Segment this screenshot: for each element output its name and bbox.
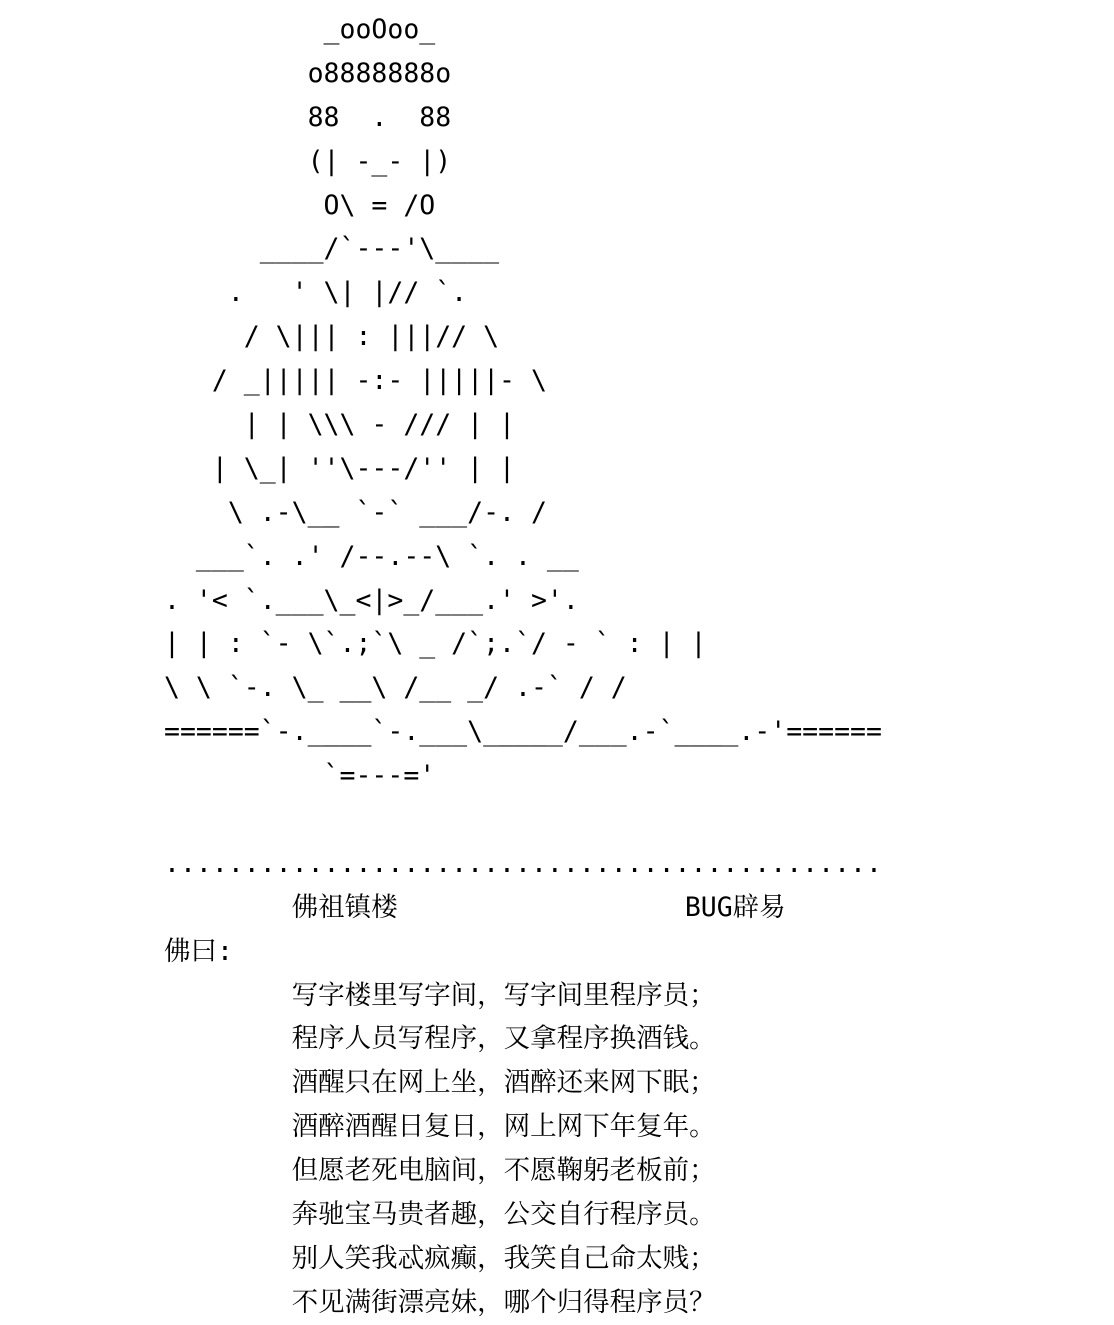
poem-line: 别人笑我忒疯癫，我笑自己命太贱； — [164, 1242, 716, 1274]
poem-line: 程序人员写程序，又拿程序换酒钱。 — [164, 1023, 716, 1055]
poem-heading: 佛曰: — [164, 935, 233, 967]
art-line: | \_| ''\---/'' | | — [164, 452, 515, 484]
art-line: o8888888o — [164, 57, 452, 89]
art-line: \ .-\__ `-` ___/-. / — [164, 496, 547, 528]
poem-line: 写字楼里写字间，写字间里程序员； — [164, 979, 716, 1011]
ascii-buddha-banner — [0, 8, 882, 1325]
art-line: \ \ `-. \_ __\ /__ _/ .-` / / — [164, 672, 627, 704]
blank-line — [164, 798, 882, 842]
art-line: | | \\\ - /// | | — [164, 409, 515, 441]
art-line: ____/`---'\____ — [164, 233, 500, 265]
poem-line: 酒醒只在网上坐，酒醉还来网下眠； — [164, 1067, 716, 1099]
art-line: `=---=' — [164, 760, 436, 792]
banner-title: 佛祖镇楼 BUG辟易 — [164, 891, 786, 923]
poem-line: 奔驰宝马贵者趣，公交自行程序员。 — [164, 1199, 716, 1231]
art-line: 88 . 88 — [164, 101, 452, 133]
poem-line: 但愿老死电脑间，不愿鞠躬老板前； — [164, 1155, 716, 1187]
art-line: | | : `- \`.;`\ _ /`;.`/ - ` : | | — [164, 628, 707, 660]
art-line: ___`. .' /--.--\ `. . __ — [164, 540, 579, 572]
art-line: / \||| : |||// \ — [164, 321, 500, 353]
art-line: O\ = /O — [164, 189, 436, 221]
dotted-divider: ............................................. — [164, 847, 882, 879]
art-line: . '< `.___\_<|>_/___.' >'. — [164, 584, 579, 616]
poem-line: 酒醉酒醒日复日，网上网下年复年。 — [164, 1111, 716, 1143]
art-line: / _||||| -:- |||||- \ — [164, 365, 547, 397]
poem-line: 不见满街漂亮妹，哪个归得程序员？ — [164, 1286, 716, 1318]
art-line: (| -_- |) — [164, 145, 452, 177]
art-line: . ' \| |// `. — [164, 277, 468, 309]
art-line: _ooOoo_ — [164, 14, 436, 45]
art-line: ======`-.____`-.___\_____/___.-`____.-'====== — [164, 716, 882, 748]
